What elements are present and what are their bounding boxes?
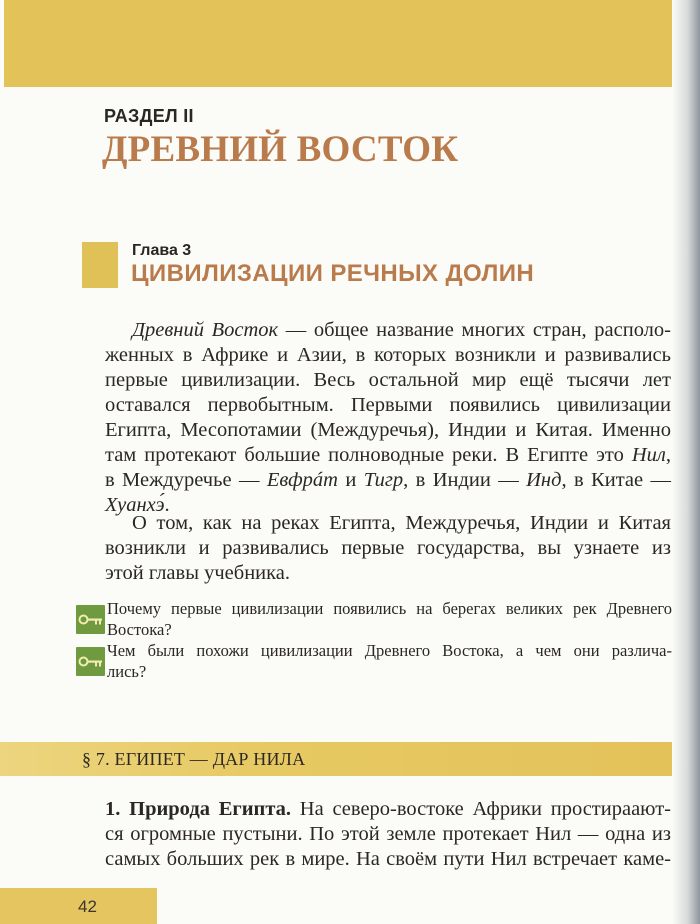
river-indus: Инд: [526, 469, 562, 491]
question-line: Чем были похожи цивилизации Древнего Востока, а чем они различа-: [107, 641, 672, 660]
question-line: Востока?: [107, 620, 172, 639]
text-line: О том, как на реках Египта, Междуречья, Индии и Китая: [132, 512, 671, 534]
section-1-text: [105, 797, 671, 872]
text-line: самых больших рек в мире. На своём пути Нил встречает каме-: [105, 848, 671, 870]
top-decorative-band: [4, 0, 672, 87]
paragraph-title: § 7. ЕГИПЕТ — ДАР НИЛА: [82, 749, 306, 769]
review-question-1: [107, 598, 672, 640]
text-line: Хуанхэ́.: [105, 494, 170, 516]
text-line: женных в Африке и Азии, в которых возникли и развивались: [105, 344, 671, 366]
review-question-2: [107, 640, 672, 682]
text-line: в Междуречье — Евфрáт и Тигр, в Индии — Инд, в Китае —: [105, 469, 671, 491]
river-nile: Нил: [631, 444, 666, 466]
text-line: Египта, Месопотамии (Междуречья), Индии и Китая. Именно: [105, 419, 671, 441]
section-1-heading: 1. Природа Египта.: [105, 798, 292, 820]
key-icon: [76, 647, 105, 676]
text-line: ся огромные пустыни. По этой земле протекает Нил — одна из: [105, 823, 671, 845]
key-icon: [76, 605, 105, 634]
page-number: 42: [78, 897, 97, 916]
intro-paragraph-1: [105, 318, 671, 518]
page-gutter-shadow: [672, 0, 700, 924]
chapter-label: Глава 3: [132, 242, 192, 259]
text-line: первые цивилизации. Весь остальной мир ещё тысячи лет: [105, 369, 671, 391]
chapter-marker-square: [82, 242, 118, 288]
text-line: возникли и развивались первые государства, вы узнаете из: [105, 537, 671, 559]
text-line: Древний Восток — общее название многих стран, располо-: [132, 319, 671, 341]
section-title: ДРЕВНИЙ ВОСТОК: [102, 129, 459, 170]
river-euphrates: Евфрáт: [266, 469, 338, 491]
river-huanghe: Хуанхэ́: [105, 494, 165, 516]
question-line: Почему первые цивилизации появились на берегах великих рек Древнего: [107, 599, 672, 618]
term-ancient-east: Древний Восток: [132, 319, 279, 341]
intro-paragraph-2: [105, 511, 671, 586]
text-line: 1. Природа Египта. На северо-востоке Африки простираают-: [105, 798, 672, 820]
river-tigris: Тигр: [363, 469, 404, 491]
text-line: оставался первобытным. Первыми появились цивилизации: [105, 394, 671, 416]
question-line: лись?: [107, 662, 147, 681]
chapter-title: ЦИВИЛИЗАЦИИ РЕЧНЫХ ДОЛИН: [131, 260, 535, 287]
section-label: РАЗДЕЛ II: [104, 106, 194, 126]
text-line: там протекают большие полноводные реки. В Египте это Нил,: [105, 444, 671, 466]
text-line: этой главы учебника.: [105, 562, 291, 584]
